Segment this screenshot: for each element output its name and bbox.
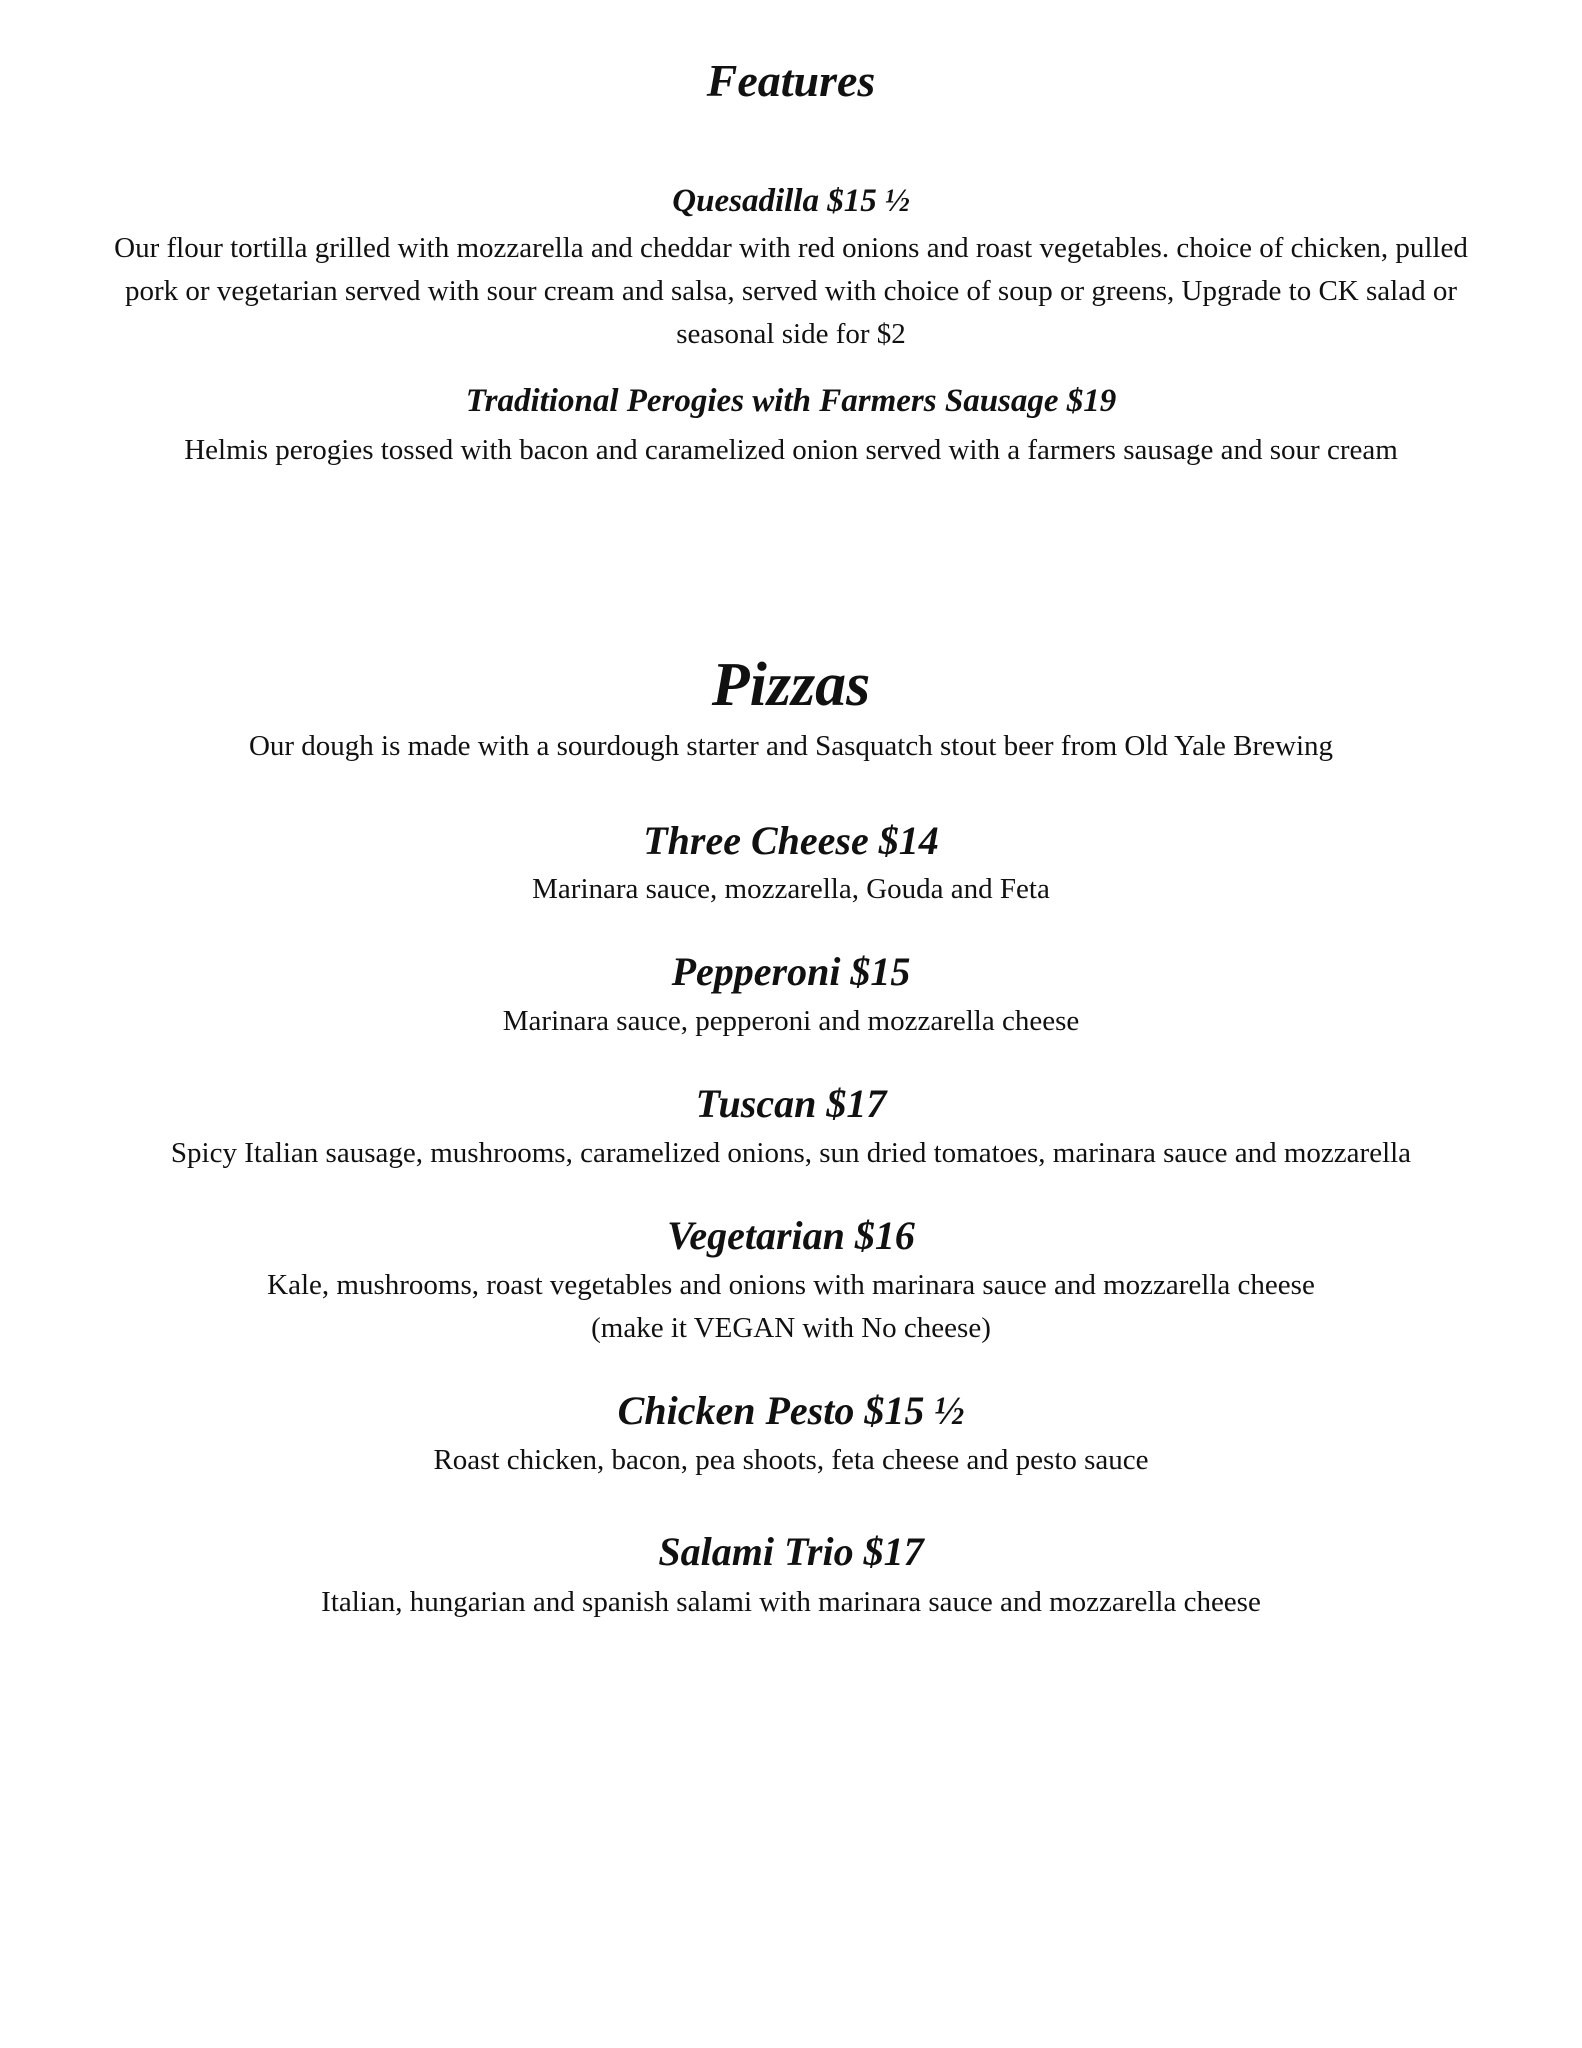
pizza-item-three-cheese-description: Marinara sauce, mozzarella, Gouda and Feta: [532, 873, 1050, 905]
pizza-item-vegetarian-description-line-1: Kale, mushrooms, roast vegetables and onions with marinara sauce and mozzarella cheese: [267, 1269, 1315, 1301]
pizza-item-three-cheese-name: Three Cheese $14: [643, 818, 939, 863]
pizza-item-tuscan-description: Spicy Italian sausage, mushrooms, caramelized onions, sun dried tomatoes, marinara sauce and mozzarella: [170, 1137, 1412, 1169]
feature-item-perogies-description-line-1: Helmis perogies tossed with bacon and caramelized onion served with a farmers sausage and sour cream: [184, 434, 1398, 466]
feature-item-quesadilla-description-line-1: Our flour tortilla grilled with mozzarella and cheddar with red onions and roast vegetables. choice of chicken, pulled: [114, 232, 1468, 264]
pizzas-intro: Our dough is made with a sourdough starter and Sasquatch stout beer from Old Yale Brewing: [248, 730, 1334, 762]
pizza-item-vegetarian-description-line-2: (make it VEGAN with No cheese): [591, 1312, 991, 1344]
pizza-item-chicken-pesto-name: Chicken Pesto $15 ½: [617, 1388, 965, 1433]
pizzas-title: Pizzas: [711, 651, 871, 719]
feature-item-perogies-name: Traditional Perogies with Farmers Sausage $19: [465, 383, 1117, 419]
features-title: Features: [706, 55, 876, 106]
pizza-item-chicken-pesto-description: Roast chicken, bacon, pea shoots, feta cheese and pesto sauce: [433, 1444, 1149, 1476]
pizza-item-pepperoni-name: Pepperoni $15: [671, 949, 911, 994]
pizza-item-salami-trio-name: Salami Trio $17: [658, 1529, 924, 1574]
feature-item-quesadilla-description-line-2: pork or vegetarian served with sour cream and salsa, served with choice of soup or greens, Upgrade to CK salad or: [125, 275, 1457, 307]
pizza-item-pepperoni-description: Marinara sauce, pepperoni and mozzarella cheese: [502, 1005, 1080, 1037]
feature-item-quesadilla-description-line-3: seasonal side for $2: [676, 318, 906, 350]
pizza-item-tuscan-name: Tuscan $17: [695, 1081, 887, 1126]
feature-item-quesadilla-name: Quesadilla $15 ½: [672, 183, 910, 219]
pizza-item-vegetarian-name: Vegetarian $16: [667, 1213, 915, 1258]
pizza-item-salami-trio-description: Italian, hungarian and spanish salami with marinara sauce and mozzarella cheese: [321, 1586, 1261, 1618]
